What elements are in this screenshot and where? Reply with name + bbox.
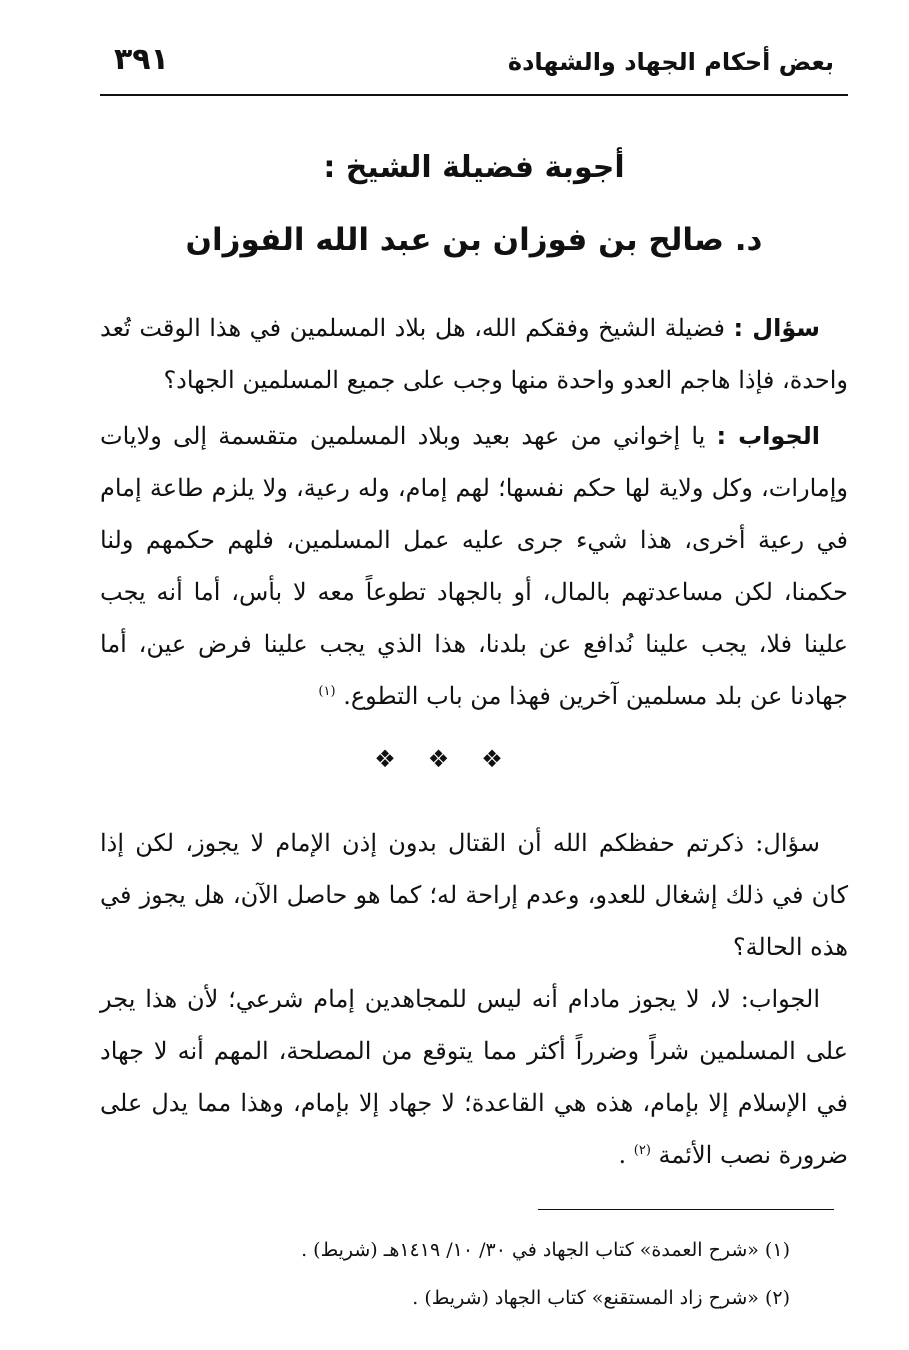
footnote: (٢) «شرح زاد المستقنع» كتاب الجهاد (شريط) . <box>412 1287 790 1309</box>
answer-text: الجواب: لا، لا يجوز مادام أنه ليس للمجاهدين إمام شرعي؛ لأن هذا يجر على المسلمين شراً وضرراً أكثر مما يتوقع من المصلحة، المهم أنه لا جهاد في الإسلام إلا بإمام، هذه هي القاعدة؛ لا جهاد إلا بإمام، وهذا مما يدل على ضرورة نصب الأئمة <box>100 985 848 1169</box>
sheikh-name-heading: د. صالح بن فوزان بن عبد الله الفوزان <box>185 222 763 258</box>
question-paragraph <box>100 302 848 406</box>
question-paragraph <box>100 817 848 973</box>
answer-paragraph <box>100 410 848 722</box>
footnote-separator <box>538 1209 834 1210</box>
footnote-ref: (١) <box>318 684 336 699</box>
footnote-ref: (٢) <box>633 1143 651 1158</box>
book-title: بعض أحكام الجهاد والشهادة <box>507 48 834 76</box>
footnote: (١) «شرح العمدة» كتاب الجهاد في ٣٠/ ١٠/ ١٤١٩هـ (شريط) . <box>301 1239 790 1261</box>
answer-text: يا إخواني من عهد بعيد وبلاد المسلمين متقسمة إلى ولايات وإمارات، وكل ولاية لها حكم نفسها؛ لهم إمام، وله رعية، ولا يلزم طاعة إمام في رعية أخرى، هذا شيء جرى عليه عمل المسلمين، فلهم حكمهم ولنا حكمنا، لكن مساعدتهم بالمال، أو بالجهاد تطوعاً معه لا بأس، أما أنه يجب علينا فلا، يجب علينا نُدافع عن بلدنا، هذا الذي يجب علينا فرض عين، أما جهادنا عن بلد مسلمين آخرين فهذا من باب التطوع. <box>100 422 848 710</box>
running-header <box>100 38 848 96</box>
question-label: سؤال : <box>733 314 821 342</box>
answers-heading: أجوبة فضيلة الشيخ : <box>323 150 625 185</box>
section-divider: ❖❖❖ <box>374 745 535 773</box>
answer-label: الجواب : <box>716 422 820 450</box>
answer-paragraph <box>100 973 848 1181</box>
footnotes <box>100 1226 790 1322</box>
question-text: سؤال: ذكرتم حفظكم الله أن القتال بدون إذن الإمام لا يجوز، لكن إذا كان في ذلك إشغال للعدو، وعدم إراحة له؛ كما هو حاصل الآن، هل يجوز في هذه الحالة؟ <box>100 829 848 961</box>
page-number: ٣٩١ <box>114 42 169 77</box>
answer-tail: . <box>618 1141 634 1169</box>
question-text: فضيلة الشيخ وفقكم الله، هل بلاد المسلمين في هذا الوقت تُعد واحدة، فإذا هاجم العدو واحدة منها وجب على جميع المسلمين الجهاد؟ <box>100 314 848 394</box>
